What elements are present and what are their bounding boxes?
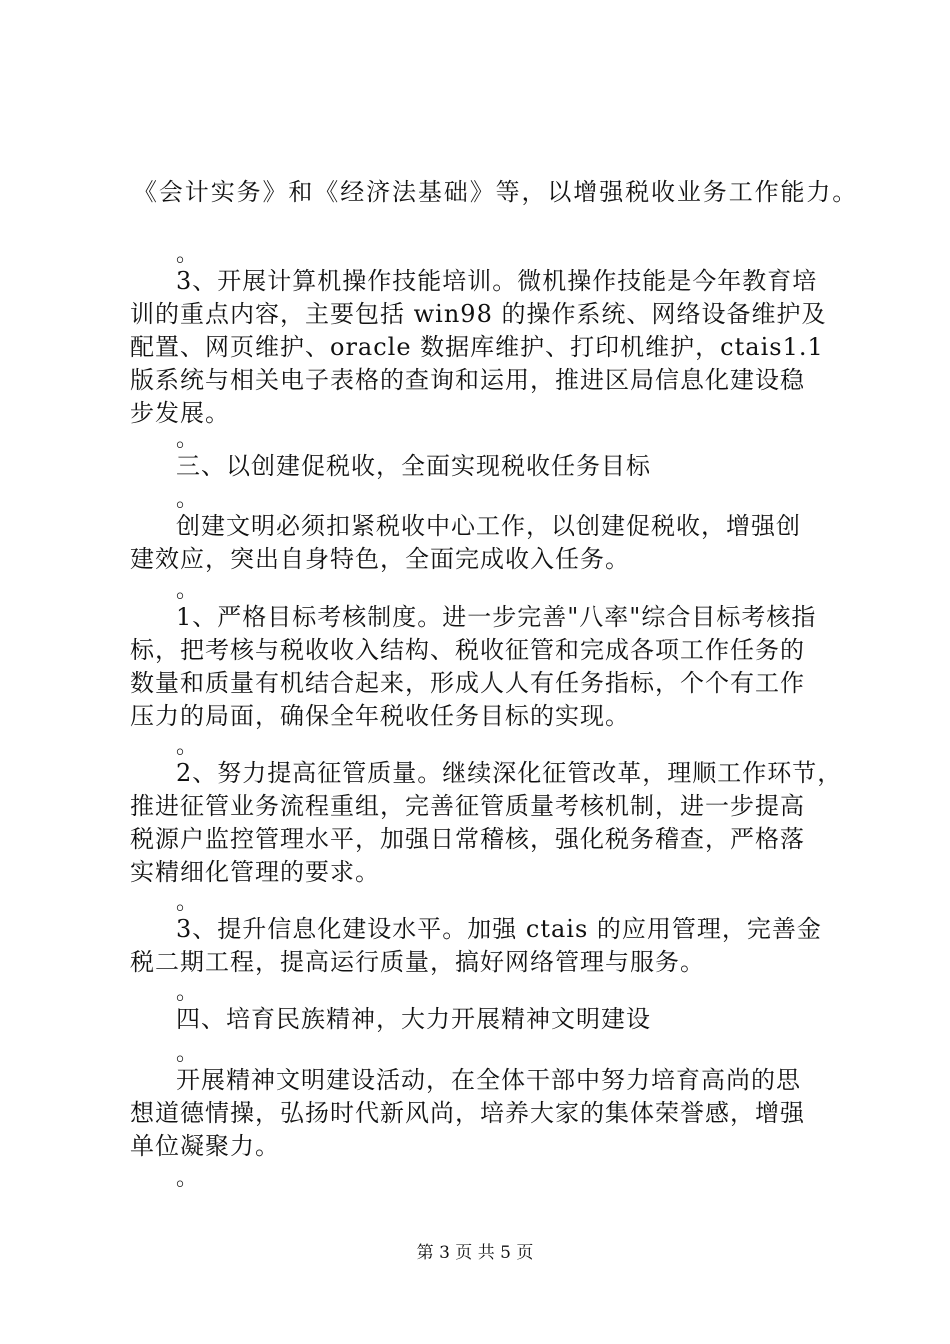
paragraph-mark: 。 [176, 980, 199, 1005]
paragraph-mark: 。 [176, 1166, 199, 1191]
text-line: 2、努力提高征管质量。继续深化征管改革，理顺工作环节， [176, 759, 843, 787]
page-number: 第 3 页 共 5 页 [416, 1243, 534, 1263]
text-line: 建效应，突出自身特色，全面完成收入任务。 [130, 545, 630, 573]
text-line: 想道德情操，弘扬时代新风尚，培养大家的集体荣誉感，增强 [130, 1099, 805, 1127]
section-heading: 三、以创建促税收，全面实现税收任务目标 [176, 452, 651, 480]
paragraph-mark: 。 [176, 487, 199, 512]
text-line: 压力的局面，确保全年税收任务目标的实现。 [130, 702, 630, 730]
text-line: 税源户监控管理水平，加强日常稽核，强化税务稽查，严格落 [130, 825, 805, 853]
paragraph-mark: 。 [176, 890, 199, 915]
text-line: 版系统与相关电子表格的查询和运用，推进区局信息化建设稳 [130, 366, 805, 394]
text-line: 税二期工程，提高运行质量，搞好网络管理与服务。 [130, 948, 705, 976]
text-line: 3、提升信息化建设水平。加强 ctais 的应用管理，完善金 [176, 915, 822, 943]
text-line: 实精细化管理的要求。 [130, 858, 380, 886]
text-line: 数量和质量有机结合起来，形成人人有任务指标，个个有工作 [130, 669, 805, 697]
text-line: 1、严格目标考核制度。进一步完善"八率"综合目标考核指 [176, 603, 817, 631]
text-line: 单位凝聚力。 [130, 1132, 280, 1160]
paragraph-mark: 。 [176, 242, 199, 267]
paragraph-mark: 。 [176, 578, 199, 603]
paragraph-mark: 。 [176, 427, 199, 452]
text-line: 推进征管业务流程重组，完善征管质量考核机制，进一步提高 [130, 792, 805, 820]
text-line: 《会计实务》和《经济法基础》等，以增强税收业务工作能力。 [133, 178, 859, 206]
text-line: 3、开展计算机操作技能培训。微机操作技能是今年教育培 [176, 267, 818, 295]
paragraph-mark: 。 [176, 1041, 199, 1066]
paragraph-mark: 。 [176, 734, 199, 759]
text-line: 开展精神文明建设活动，在全体干部中努力培育高尚的思 [176, 1066, 801, 1094]
text-line: 标，把考核与税收收入结构、税收征管和完成各项工作任务的 [130, 636, 805, 664]
text-line: 配置、网页维护、oracle 数据库维护、打印机维护，ctais1.1 [130, 333, 824, 361]
text-line: 步发展。 [130, 399, 230, 427]
text-line: 训的重点内容，主要包括 win98 的操作系统、网络设备维护及 [130, 300, 827, 328]
section-heading: 四、培育民族精神，大力开展精神文明建设 [176, 1005, 651, 1033]
text-line: 创建文明必须扣紧税收中心工作，以创建促税收，增强创 [176, 512, 801, 540]
